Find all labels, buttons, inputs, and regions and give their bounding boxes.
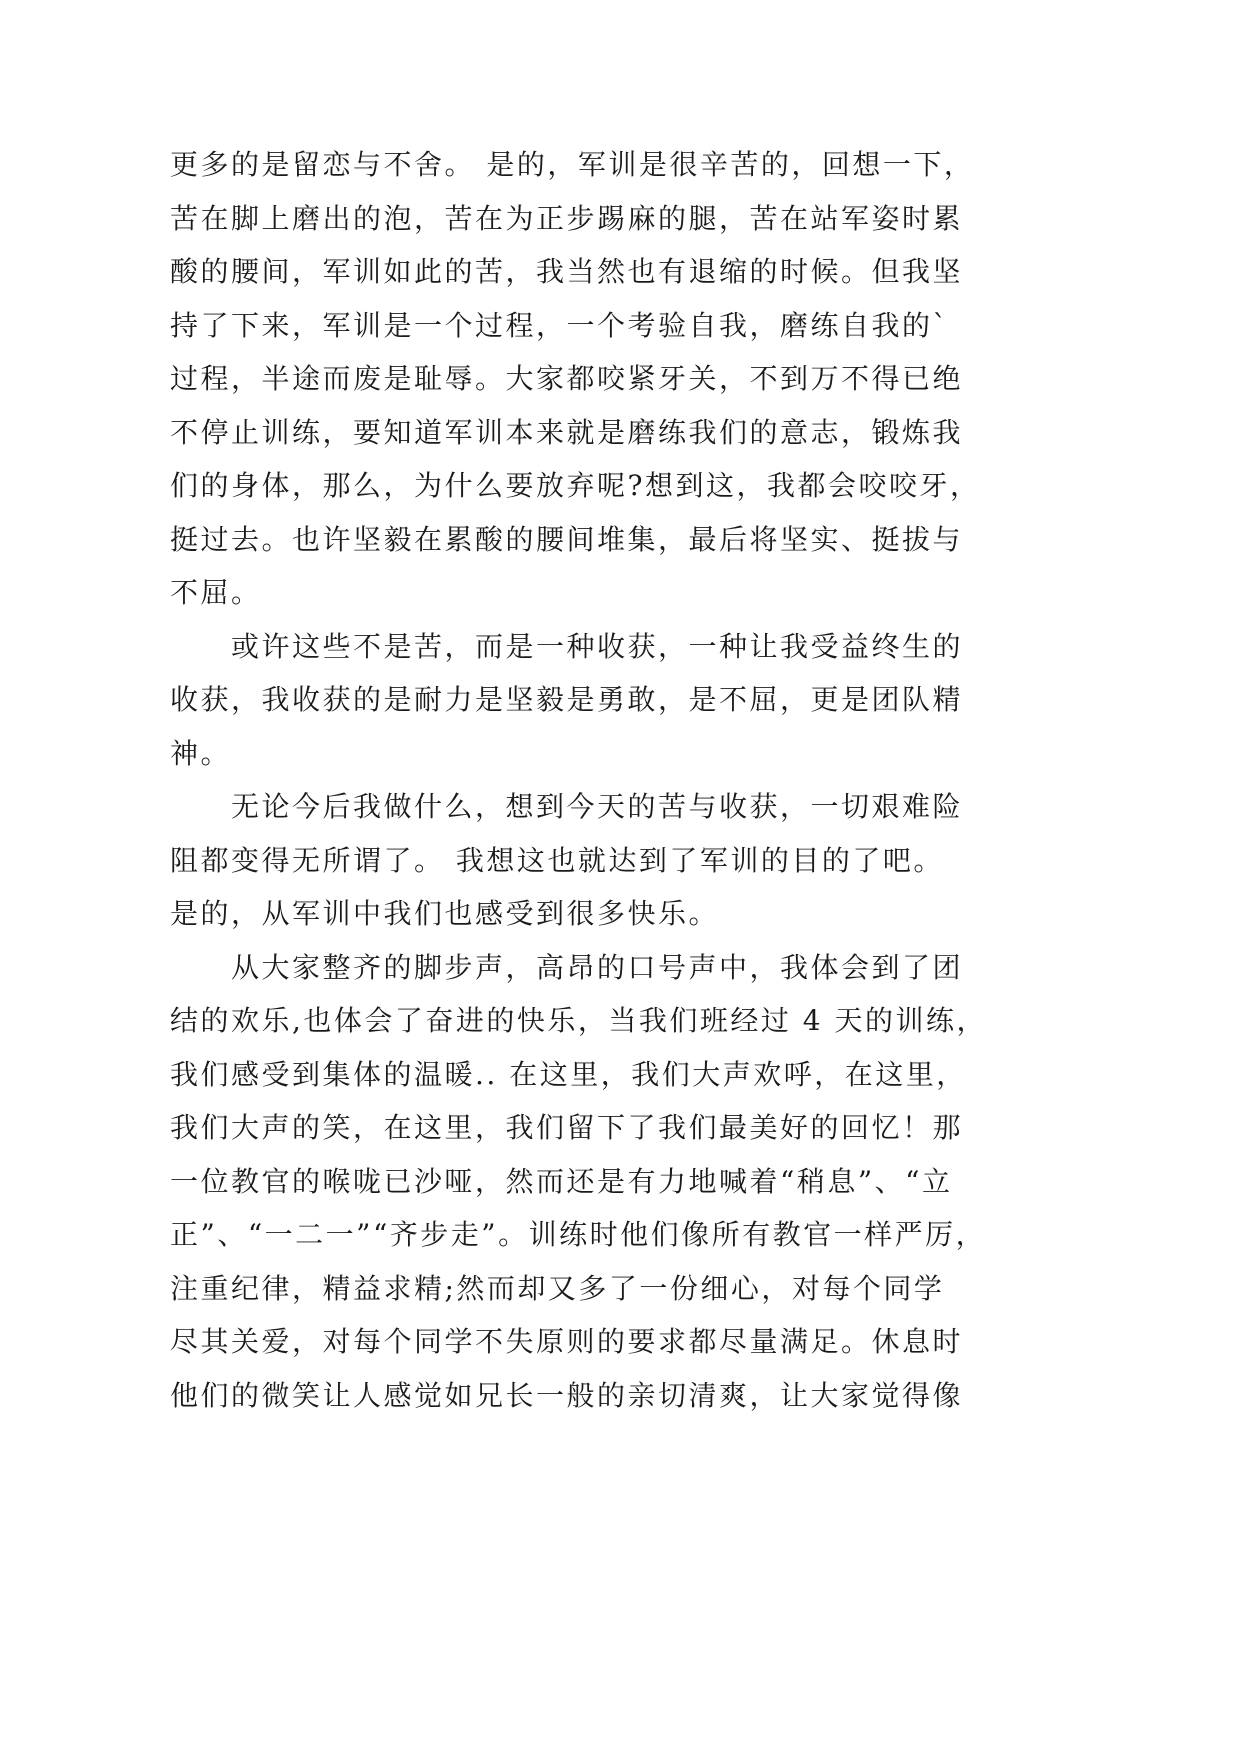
text-line: 苦在脚上磨出的泡，苦在为正步踢麻的腿，苦在站军姿时累 (170, 201, 964, 235)
text-line: 持了下来，军训是一个过程，一个考验自我，磨练自我的` (170, 308, 950, 342)
text-line: 尽其关爱，对每个同学不失原则的要求都尽量满足。休息时 (170, 1325, 964, 1358)
text-line: 阻都变得无所谓了。 我想这也就达到了军训的目的了吧。 (170, 843, 944, 877)
text-line: 正”、“一二一”“齐步走”。训练时他们像所有教官一样严厉， (170, 1218, 987, 1251)
text-line: 结的欢乐,也体会了奋进的快乐，当我们班经过 4 天的训练， (170, 1004, 988, 1037)
text-line: 从大家整齐的脚步声，高昂的口号声中，我体会到了团 (231, 950, 964, 984)
text-line: 不屈。 (170, 576, 262, 609)
text-line: 他们的微笑让人感觉如兄长一般的亲切清爽，让大家觉得像 (170, 1378, 964, 1412)
text-line: 注重纪律，精益求精;然而却又多了一份细心，对每个同学 (170, 1271, 945, 1305)
text-line: 神。 (170, 736, 232, 770)
text-line: 或许这些不是苦，而是一种收获，一种让我受益终生的 (231, 629, 964, 663)
document-body (170, 138, 990, 1422)
text-line: 不停止训练，要知道军训本来就是磨练我们的意志，锻炼我 (170, 415, 964, 449)
text-line: 过程，半途而废是耻辱。大家都咬紧牙关，不到万不得已绝 (170, 362, 964, 395)
text-line: 酸的腰间，军训如此的苦，我当然也有退缩的时候。但我坚 (170, 255, 964, 288)
paragraph-4 (170, 941, 990, 1423)
paragraph-1 (170, 138, 990, 620)
text-line: 一位教官的喉咙已沙哑，然而还是有力地喊着“稍息”、“立 (170, 1164, 953, 1198)
text-line: 更多的是留恋与不舍。 是的，军训是很辛苦的，回想一下， (170, 148, 975, 181)
text-line: 收获，我收获的是耐力是坚毅是勇敢，是不屈，更是团队精 (170, 683, 964, 716)
text-line: 们的身体，那么，为什么要放弃呢?想到这，我都会咬咬牙， (170, 469, 981, 502)
text-line: 挺过去。也许坚毅在累酸的腰间堆集，最后将坚实、挺拔与 (170, 522, 964, 556)
paragraph-2 (170, 620, 990, 781)
text-line: 无论今后我做什么，想到今天的苦与收获，一切艰难险 (231, 790, 964, 823)
paragraph-3 (170, 780, 990, 941)
text-line: 我们大声的笑，在这里，我们留下了我们最美好的回忆！那 (170, 1111, 964, 1144)
text-line: 我们感受到集体的温暖.. 在这里，我们大声欢呼，在这里， (170, 1057, 967, 1091)
text-line: 是的，从军训中我们也感受到很多快乐。 (170, 897, 720, 930)
